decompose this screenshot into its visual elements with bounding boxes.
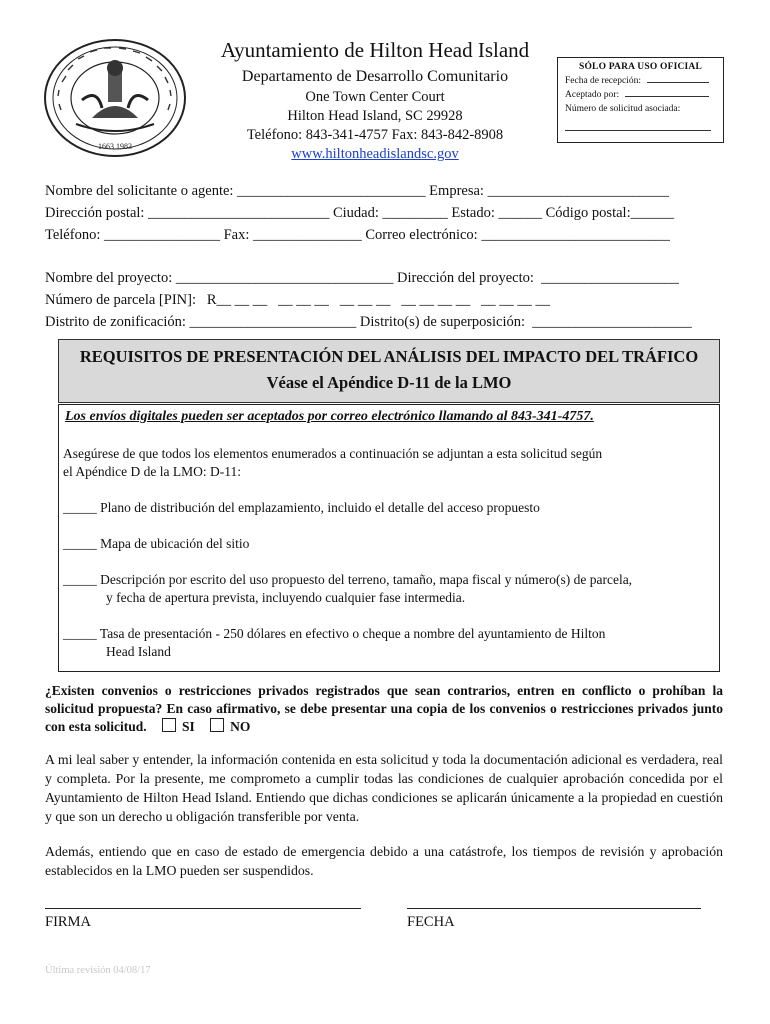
office-assoc-label: Número de solicitud asociada: — [565, 104, 681, 114]
seal-year: 1663 1983 — [98, 142, 132, 151]
applicant-fields — [45, 180, 735, 246]
checklist-item — [63, 535, 249, 553]
checklist-blank[interactable]: _____ — [63, 536, 97, 551]
requirements-title-box — [58, 339, 720, 403]
parcel-pin-field[interactable]: Número de parcela [PIN]: R__ __ __ __ __ __ __ __ __ __ __ __ __ __ __ __ __ — [45, 292, 551, 308]
emergency-statement: Además, entiendo que en caso de estado de emergencia debido a una catástrofe, los tiempos de revisión y aprobación establecidos en la LMO pueden ser suspendidos. — [45, 844, 723, 878]
project-name-field[interactable]: Nombre del proyecto: ______________________________ Dirección del proyecto: ___________________ — [45, 270, 679, 286]
no-label: NO — [230, 719, 251, 734]
certification-statement: A mi leal saber y entender, la información contenida en esta solicitud y toda la documentación adicional es verdadera, real y completa. Por la presente, me comprometo a cumplir todas las condiciones de cualquier aprobación concedida por el Ayuntamiento de Hilton Head Island. Entiendo que dichas condiciones se aplicarán únicamente a la propiedad en cuestión y que son un derecho u obligación transferible por venta. — [45, 752, 723, 824]
address-line-2: Hilton Head Island, SC 29928 — [287, 108, 463, 124]
covenant-question — [45, 682, 723, 736]
phone-fax: Teléfono: 843-341-4757 Fax: 843-842-8908 — [246, 127, 504, 143]
website-link[interactable]: www.hiltonheadislandsc.gov — [291, 146, 459, 162]
checklist-text: Tasa de presentación - 250 dólares en efectivo o cheque a nombre del ayuntamiento de Hilton — [99, 626, 606, 641]
checklist-item — [63, 499, 540, 517]
yes-label: SI — [182, 719, 195, 734]
requirements-subtitle: Véase el Apéndice D-11 de la LMO — [266, 373, 512, 392]
office-assoc-row — [558, 104, 723, 114]
office-assoc-blank-row — [558, 124, 723, 134]
revision-footer: Última revisión 04/08/17 — [45, 965, 151, 976]
office-received-row — [558, 76, 723, 86]
office-received-label: Fecha de recepción: — [565, 76, 641, 86]
date-label: FECHA — [407, 914, 455, 930]
office-accepted-blank[interactable] — [625, 96, 709, 97]
checklist-item — [63, 571, 632, 607]
no-checkbox[interactable] — [210, 718, 224, 732]
date-line[interactable] — [407, 908, 701, 909]
address-line-1: One Town Center Court — [305, 89, 445, 105]
checklist-item — [63, 625, 605, 661]
checklist-text-continued: Head Island — [106, 644, 171, 659]
letterhead — [190, 38, 560, 164]
phone-email-field[interactable]: Teléfono: ________________ Fax: _______________ Correo electrónico: __________________________ — [45, 227, 670, 243]
checklist-text: Descripción por escrito del uso propuesto del terreno, tamaño, mapa fiscal y número(s) de parcela, — [100, 572, 633, 587]
office-use-box — [557, 57, 724, 143]
checklist-blank[interactable]: _____ — [63, 626, 97, 641]
office-assoc-blank[interactable] — [565, 130, 711, 131]
checklist-text: Mapa de ubicación del sitio — [100, 536, 250, 551]
checklist-blank[interactable]: _____ — [63, 500, 97, 515]
department-name: Departamento de Desarrollo Comunitario — [241, 68, 509, 85]
intro-line-2: el Apéndice D de la LMO: D-11: — [63, 464, 241, 479]
town-seal-logo — [42, 38, 188, 158]
requirements-list-box — [58, 404, 720, 672]
office-use-title: SÓLO PARA USO OFICIAL — [578, 62, 703, 72]
covenant-question-text: ¿Existen convenios o restricciones privados registrados que sean contrarios, entren en conflicto o prohíban la solicitud propuesta? En caso afirmativo, se debe presentar una copia de los convenios o restricciones privados junto con esta solicitud. — [45, 683, 723, 734]
project-fields — [45, 267, 745, 333]
requirements-title: REQUISITOS DE PRESENTACIÓN DEL ANÁLISIS DEL IMPACTO DEL TRÁFICO — [79, 347, 699, 366]
signature-label: FIRMA — [45, 914, 91, 930]
checklist-blank[interactable]: _____ — [63, 572, 97, 587]
mailing-address-field[interactable]: Dirección postal: _________________________ Ciudad: _________ Estado: ______ Código postal:______ — [45, 205, 675, 221]
requirements-intro — [63, 445, 602, 481]
office-accepted-label: Aceptado por: — [565, 90, 620, 100]
office-received-blank[interactable] — [647, 82, 709, 83]
zoning-district-field[interactable]: Distrito de zonificación: _______________________ Distrito(s) de superposición: ______________________ — [45, 314, 692, 330]
office-accepted-row — [558, 90, 723, 100]
checklist-text: Plano de distribución del emplazamiento, incluido el detalle del acceso propuesto — [100, 500, 540, 515]
town-title: Ayuntamiento de Hilton Head Island — [220, 38, 530, 62]
email-note: Los envíos digitales pueden ser aceptados por correo electrónico llamando al 843-341-4757. — [65, 409, 594, 424]
yes-checkbox[interactable] — [162, 718, 176, 732]
applicant-name-field[interactable]: Nombre del solicitante o agente: __________________________ Empresa: _________________________ — [45, 183, 669, 199]
checklist-text-continued: y fecha de apertura prevista, incluyendo cualquier fase intermedia. — [106, 590, 466, 605]
intro-line-1: Asegúrese de que todos los elementos enumerados a continuación se adjuntan a esta solicitud según — [63, 446, 603, 461]
signature-line[interactable] — [45, 908, 361, 909]
